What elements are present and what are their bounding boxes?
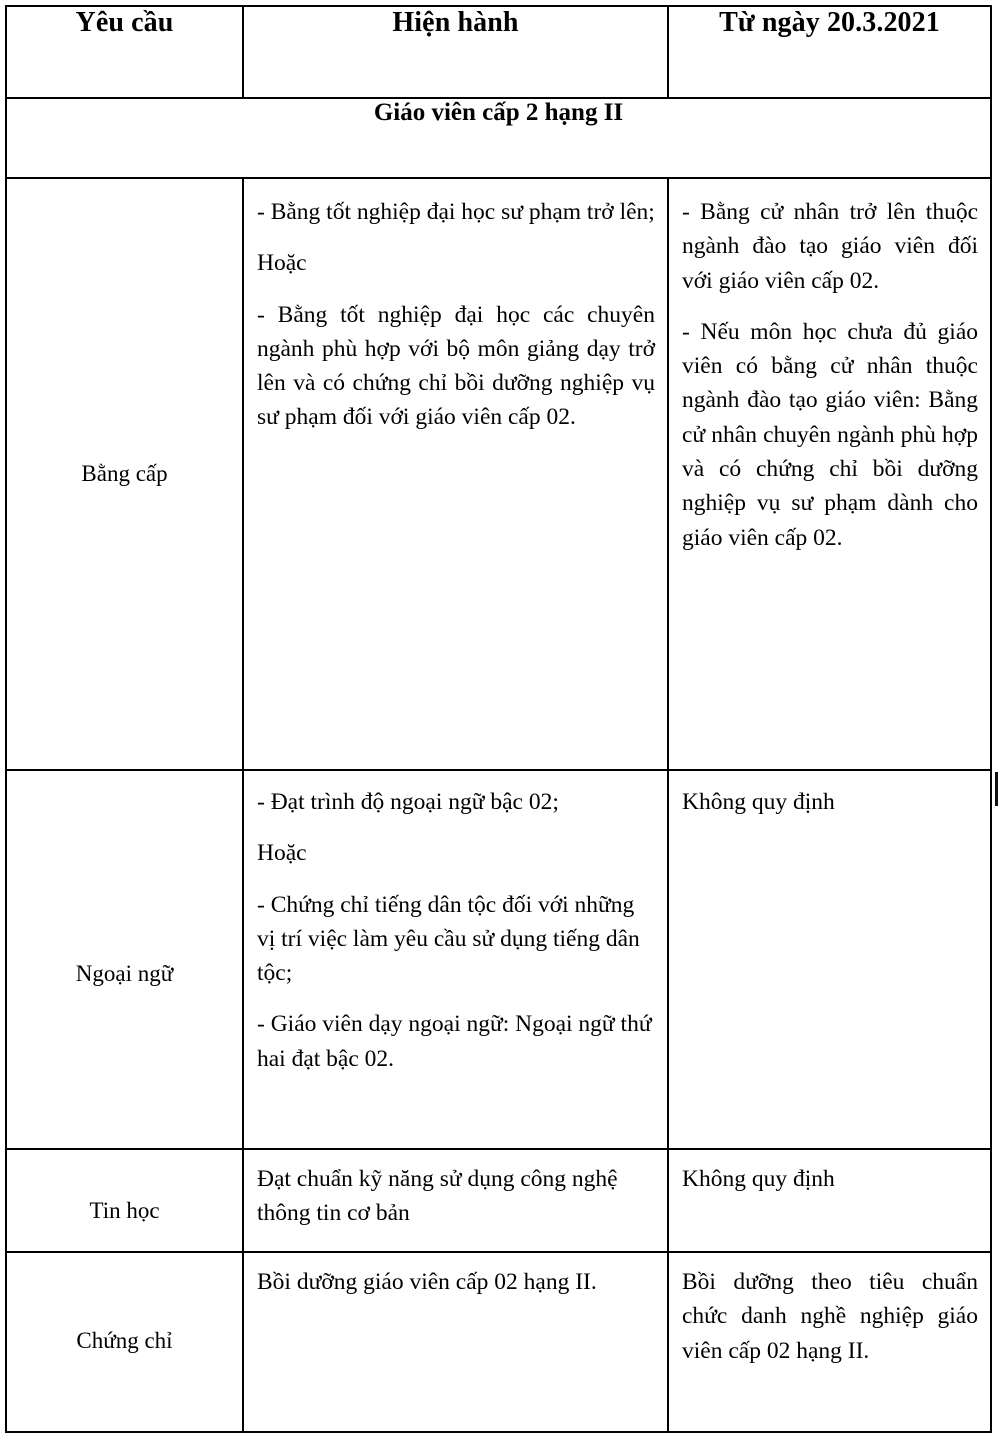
cell-current-tin-hoc: [243, 1149, 668, 1252]
cell-new-ngoai-ngu: [668, 770, 991, 1149]
paragraph: - Chứng chỉ tiếng dân tộc đối với những vị trí việc làm yêu cầu sử dụng tiếng dân tộc;: [257, 891, 640, 987]
paragraph: Không quy định: [682, 1166, 835, 1192]
row-label-text: Tin học: [89, 1198, 160, 1223]
cell-new-chung-chi: [668, 1252, 991, 1432]
table-row: [6, 1252, 991, 1432]
cell-current-chung-chi: [243, 1252, 668, 1432]
paragraph: - Đạt trình độ ngoại ngữ bậc 02;: [257, 789, 559, 815]
paragraph: Hoặc: [257, 840, 307, 867]
row-label-bang-cap: [6, 178, 243, 770]
row-label-ngoai-ngu: [6, 770, 243, 1149]
section-heading: Giáo viên cấp 2 hạng II: [6, 98, 991, 178]
cell-new-tin-hoc: [668, 1149, 991, 1252]
table-header-row: [6, 6, 991, 98]
scroll-edge-artifact: [995, 772, 998, 806]
requirements-comparison-table: [5, 5, 992, 1433]
column-header-requirement: Yêu cầu: [6, 6, 243, 98]
section-heading-row: [6, 98, 991, 178]
cell-current-bang-cap: [243, 178, 668, 770]
cell-new-bang-cap: [668, 178, 991, 770]
paragraph: Bồi dưỡng giáo viên cấp 02 hạng II.: [257, 1269, 597, 1295]
row-label-chung-chi: [6, 1252, 243, 1432]
cell-current-ngoai-ngu: [243, 770, 668, 1149]
paragraph: - Bằng tốt nghiệp đại học các chuyên ngành phù hợp với bộ môn giảng dạy trở lên và có chứng chỉ bồi dưỡng nghiệp vụ sư phạm đối với giáo viên cấp 02.: [257, 301, 655, 431]
row-label-text: Bằng cấp: [81, 461, 168, 486]
row-label-tin-hoc: [6, 1149, 243, 1252]
paragraph: - Giáo viên dạy ngoại ngữ: Ngoại ngữ thứ hai đạt bậc 02.: [257, 1011, 652, 1072]
row-label-text: Chứng chỉ: [76, 1328, 173, 1353]
table-row: [6, 1149, 991, 1252]
column-header-current: Hiện hành: [243, 6, 668, 98]
column-header-effective-date: Từ ngày 20.3.2021: [668, 6, 991, 98]
row-label-text: Ngoại ngữ: [75, 961, 174, 986]
paragraph: - Bằng cử nhân trở lên thuộc ngành đào tạo giáo viên đối với giáo viên cấp 02.: [682, 199, 978, 294]
table-row: [6, 178, 991, 770]
paragraph: - Nếu môn học chưa đủ giáo viên có bằng cử nhân thuộc ngành đào tạo giáo viên: Bằng cử nhân chuyên ngành phù hợp và có chứng chỉ bồi dưỡng nghiệp vụ sư phạm dành cho giáo viên cấp 02.: [682, 318, 978, 551]
paragraph: Đạt chuẩn kỹ năng sử dụng công nghệ thông tin cơ bản: [257, 1166, 618, 1227]
table-row: [6, 770, 991, 1149]
paragraph: - Bằng tốt nghiệp đại học sư phạm trở lên;: [257, 199, 655, 225]
paragraph: Bồi dưỡng theo tiêu chuẩn chức danh nghề nghiệp giáo viên cấp 02 hạng II.: [682, 1269, 978, 1364]
paragraph: Hoặc: [257, 250, 307, 277]
paragraph: Không quy định: [682, 789, 835, 815]
